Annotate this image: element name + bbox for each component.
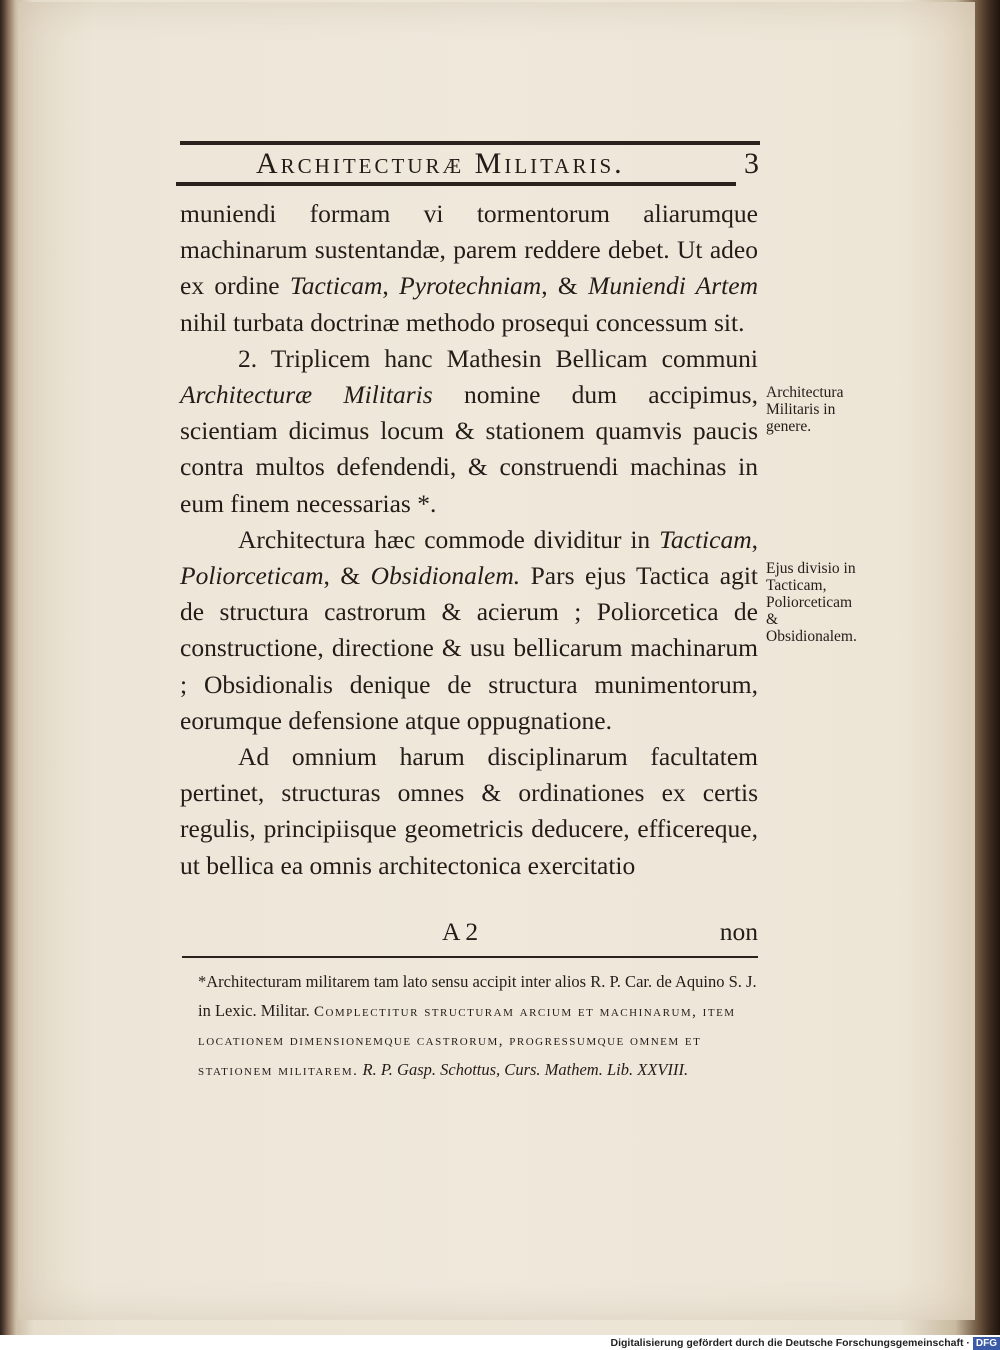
margin-note-1: Architectura Militaris in genere. (766, 384, 844, 435)
catchline (180, 914, 758, 950)
dfg-logo: DFG (973, 1337, 1000, 1350)
main-text (180, 196, 758, 884)
margin-note-2: Ejus divisio in Tacticam, Poliorceticam & Obsidionalem. (766, 560, 857, 645)
running-title: Architecturæ Militaris. (256, 147, 625, 180)
digitization-credit: Digitalisierung gefördert durch die Deutsche Forschungsgemeinschaft · DFG (600, 1336, 1000, 1350)
paragraph-2: 2. Triplicem hanc Mathesin Bellicam communi Architecturæ Militaris nomine dum accipimus, scientiam dicimus locum & stationem quamvis paucis contra multos defendendi, & construendi machinas in eum finem necessarias *. (180, 343, 758, 518)
header-rule-top (180, 141, 760, 145)
page-number: 3 (744, 147, 762, 180)
paragraph-4: Ad omnium harum disciplinarum facultatem pertinet, structuras omnes & ordinationes ex certis regulis, principiisque geometricis deducere, efficereque, ut bellica ea omnis architectonica exercitatio (180, 742, 758, 880)
catchword: non (719, 917, 758, 946)
footnote: *Architecturam militarem tam lato sensu accipit inter alios R. P. Car. de Aquino S. J. in Lexic. Militar. Complectitur structuram arcium et machinarum, item locationem dimensionemque castrorum, progressumque omnem et stationem militarem. R. P. Gasp. Schottus, Curs. Mathem. Lib. XXVIII. (198, 972, 757, 1079)
paragraph-3: Architectura hæc commode dividitur in Tacticam, Poliorceticam, & Obsidionalem. Pars ejus Tactica agit de structura castrorum & acierum ; Poliorcetica de constructione, directione & usu bellicarum machinarum ; Obsidionalis denique de structura munimentorum, eorumque defensione atque oppugnatione. (180, 524, 758, 735)
header-rule-bottom (176, 182, 736, 186)
paragraph-1: muniendi formam vi tormentorum aliarumque machinarum sustentandæ, parem reddere debet. Ut adeo ex ordine Tacticam, Pyrotechniam, & Muniendi Artem nihil turbata doctrinæ methodo prosequi concessum sit. (180, 199, 758, 337)
signature-mark: A 2 (442, 917, 479, 946)
footnote-rule (182, 956, 758, 958)
running-header (180, 146, 760, 182)
